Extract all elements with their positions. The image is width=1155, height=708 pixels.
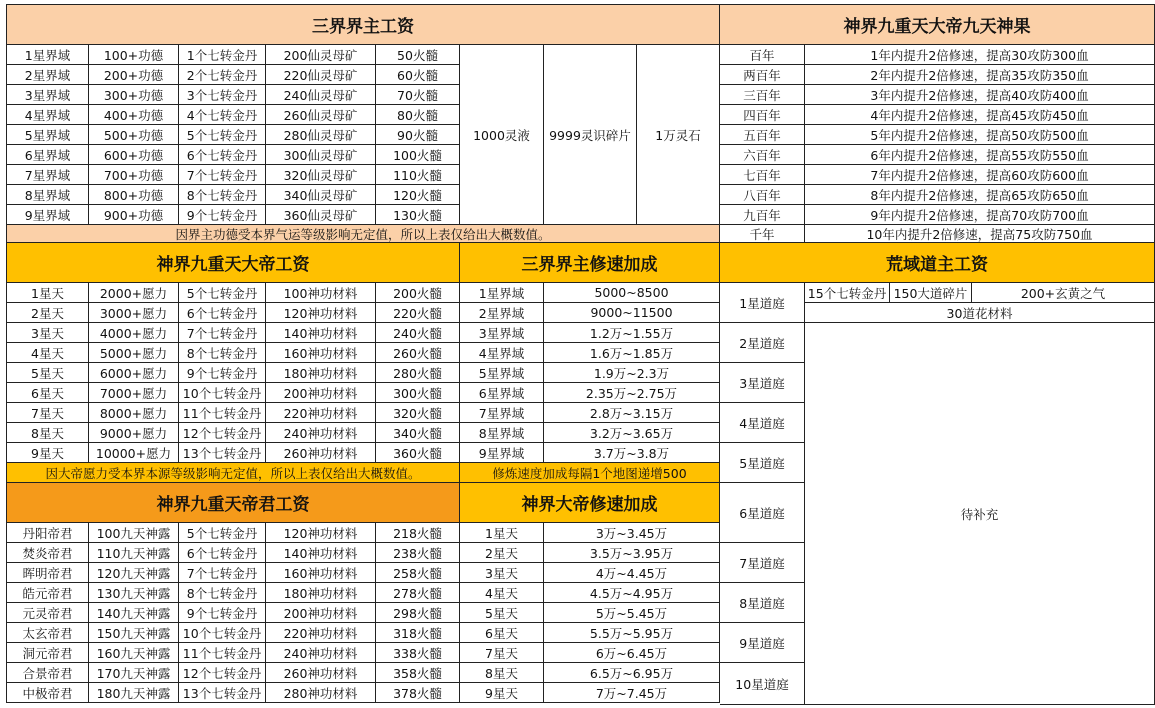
shenguo-effect: 8年内提升2倍修速，提高65攻防650血 — [805, 185, 1155, 205]
dijun-cell: 160九天神露 — [89, 643, 179, 663]
sanjie-reward-suipian: 9999灵识碎片 — [544, 45, 637, 225]
dadi-title: 神界九重天大帝工资 — [6, 243, 460, 283]
dadi-speed-level: 8星天 — [460, 663, 544, 683]
dadi-cell: 3000+愿力 — [89, 303, 179, 323]
dadi-cell: 4星天 — [6, 343, 89, 363]
dijun-cell: 140九天神露 — [89, 603, 179, 623]
sanjie-cell: 700+功德 — [89, 165, 179, 185]
dijun-cell: 140神功材料 — [266, 543, 376, 563]
huangyu-level: 9星道庭 — [720, 623, 805, 663]
huangyu-suipian: 150大道碎片 — [890, 283, 972, 303]
dijun-cell: 170九天神露 — [89, 663, 179, 683]
jiezhu-speed-level: 1星界域 — [460, 283, 544, 303]
dijun-cell: 洞元帝君 — [6, 643, 89, 663]
sanjie-cell: 100+功德 — [89, 45, 179, 65]
shenguo-effect: 2年内提升2倍修速，提高35攻防350血 — [805, 65, 1155, 85]
dadi-speed-value: 3万~3.45万 — [544, 523, 720, 543]
huangyu-pending: 待补充 — [805, 323, 1155, 705]
dadi-cell: 1星天 — [6, 283, 89, 303]
sanjie-cell: 8个七转金丹 — [179, 185, 266, 205]
dijun-cell: 6个七转金丹 — [179, 543, 266, 563]
dadi-cell: 200神功材料 — [266, 383, 376, 403]
huangyu-level: 1星道庭 — [720, 283, 805, 323]
jiezhu-speed-value: 3.2万~3.65万 — [544, 423, 720, 443]
dijun-cell: 13个七转金丹 — [179, 683, 266, 703]
dijun-cell: 260神功材料 — [266, 663, 376, 683]
sanjie-cell: 340仙灵母矿 — [266, 185, 376, 205]
dadi-cell: 7个七转金丹 — [179, 323, 266, 343]
sanjie-note: 因界主功德受本界气运等级影响无定值，所以上表仅给出大概数值。 — [6, 225, 720, 243]
sanjie-cell: 5个七转金丹 — [179, 125, 266, 145]
jiezhu-speed-value: 1.6万~1.85万 — [544, 343, 720, 363]
dadi-cell: 100神功材料 — [266, 283, 376, 303]
jiezhu-speed-level: 2星界域 — [460, 303, 544, 323]
huangyu-title: 荒域道主工资 — [720, 243, 1155, 283]
dadi-cell: 11个七转金丹 — [179, 403, 266, 423]
jiezhu-speed-value: 1.2万~1.55万 — [544, 323, 720, 343]
dadi-cell: 6个七转金丹 — [179, 303, 266, 323]
jiezhu-speed-value: 2.35万~2.75万 — [544, 383, 720, 403]
dijun-cell: 160神功材料 — [266, 563, 376, 583]
dadi-cell: 160神功材料 — [266, 343, 376, 363]
jiezhu-speed-value: 5000~8500 — [544, 283, 720, 303]
dadi-cell: 260神功材料 — [266, 443, 376, 463]
dijun-cell: 318火髓 — [376, 623, 460, 643]
sanjie-cell: 6个七转金丹 — [179, 145, 266, 165]
dijun-cell: 338火髓 — [376, 643, 460, 663]
dadi-cell: 200火髓 — [376, 283, 460, 303]
dijun-cell: 太玄帝君 — [6, 623, 89, 643]
dadi-cell: 10000+愿力 — [89, 443, 179, 463]
sanjie-title: 三界界主工资 — [6, 4, 720, 45]
sanjie-cell: 2星界域 — [6, 65, 89, 85]
sanjie-cell: 70火髓 — [376, 85, 460, 105]
shenguo-effect: 10年内提升2倍修速，提高75攻防750血 — [805, 225, 1155, 243]
dadi-speed-value: 4万~4.45万 — [544, 563, 720, 583]
shenguo-age: 六百年 — [720, 145, 805, 165]
dadi-speed-value: 4.5万~4.95万 — [544, 583, 720, 603]
dadi-cell: 8个七转金丹 — [179, 343, 266, 363]
huangyu-level: 6星道庭 — [720, 483, 805, 543]
shenguo-age: 五百年 — [720, 125, 805, 145]
jiezhu-speed-level: 5星界域 — [460, 363, 544, 383]
sanjie-cell: 9星界域 — [6, 205, 89, 225]
shenguo-effect: 5年内提升2倍修速，提高50攻防500血 — [805, 125, 1155, 145]
dadi-cell: 320火髓 — [376, 403, 460, 423]
sanjie-cell: 240仙灵母矿 — [266, 85, 376, 105]
sanjie-cell: 2个七转金丹 — [179, 65, 266, 85]
dadi-speed-level: 1星天 — [460, 523, 544, 543]
sanjie-cell: 4个七转金丹 — [179, 105, 266, 125]
sanjie-cell: 110火髓 — [376, 165, 460, 185]
jiezhu-speed-value: 2.8万~3.15万 — [544, 403, 720, 423]
huangyu-daohua: 30道花材料 — [805, 303, 1155, 323]
sanjie-cell: 9个七转金丹 — [179, 205, 266, 225]
dadi-cell: 13个七转金丹 — [179, 443, 266, 463]
dijun-cell: 晖明帝君 — [6, 563, 89, 583]
dijun-cell: 240神功材料 — [266, 643, 376, 663]
sanjie-cell: 80火髓 — [376, 105, 460, 125]
dadi-speed-value: 3.5万~3.95万 — [544, 543, 720, 563]
dijun-cell: 358火髓 — [376, 663, 460, 683]
dijun-cell: 丹阳帝君 — [6, 523, 89, 543]
dadi-cell: 2000+愿力 — [89, 283, 179, 303]
sanjie-cell: 500+功德 — [89, 125, 179, 145]
dadi-cell: 6星天 — [6, 383, 89, 403]
dadi-cell: 9星天 — [6, 443, 89, 463]
dijun-cell: 7个七转金丹 — [179, 563, 266, 583]
jiezhu-speed-value: 9000~11500 — [544, 303, 720, 323]
sanjie-cell: 280仙灵母矿 — [266, 125, 376, 145]
dadi-cell: 280火髓 — [376, 363, 460, 383]
dadi-cell: 5000+愿力 — [89, 343, 179, 363]
dadi-cell: 340火髓 — [376, 423, 460, 443]
jiezhu-speed-level: 6星界域 — [460, 383, 544, 403]
dadi-speed-value: 5万~5.45万 — [544, 603, 720, 623]
dijun-cell: 180九天神露 — [89, 683, 179, 703]
shenguo-effect: 4年内提升2倍修速，提高45攻防450血 — [805, 105, 1155, 125]
dijun-cell: 合景帝君 — [6, 663, 89, 683]
dijun-cell: 8个七转金丹 — [179, 583, 266, 603]
dijun-cell: 皓元帝君 — [6, 583, 89, 603]
sanjie-cell: 50火髓 — [376, 45, 460, 65]
dijun-cell: 150九天神露 — [89, 623, 179, 643]
dadi-cell: 10个七转金丹 — [179, 383, 266, 403]
sanjie-reward-lingye: 1000灵液 — [460, 45, 544, 225]
dadi-cell: 300火髓 — [376, 383, 460, 403]
dadi-cell: 140神功材料 — [266, 323, 376, 343]
dadi-cell: 9000+愿力 — [89, 423, 179, 443]
dijun-cell: 298火髓 — [376, 603, 460, 623]
dijun-cell: 11个七转金丹 — [179, 643, 266, 663]
dadi-speed-value: 6.5万~6.95万 — [544, 663, 720, 683]
dadi-cell: 12个七转金丹 — [179, 423, 266, 443]
dadi-speed-level: 2星天 — [460, 543, 544, 563]
dadi-cell: 6000+愿力 — [89, 363, 179, 383]
sanjie-cell: 400+功德 — [89, 105, 179, 125]
dadi-speed-level: 5星天 — [460, 603, 544, 623]
dijun-cell: 110九天神露 — [89, 543, 179, 563]
dadi-speed-level: 9星天 — [460, 683, 544, 703]
dadi-cell: 360火髓 — [376, 443, 460, 463]
sanjie-cell: 200仙灵母矿 — [266, 45, 376, 65]
dijun-cell: 258火髓 — [376, 563, 460, 583]
dijun-cell: 100九天神露 — [89, 523, 179, 543]
dijun-cell: 238火髓 — [376, 543, 460, 563]
dadi-speed-value: 6万~6.45万 — [544, 643, 720, 663]
dijun-cell: 218火髓 — [376, 523, 460, 543]
sanjie-cell: 8星界域 — [6, 185, 89, 205]
huangyu-level: 2星道庭 — [720, 323, 805, 363]
shenguo-age: 三百年 — [720, 85, 805, 105]
shenguo-age: 千年 — [720, 225, 805, 243]
sanjie-cell: 320仙灵母矿 — [266, 165, 376, 185]
dadi-cell: 7星天 — [6, 403, 89, 423]
sanjie-cell: 360仙灵母矿 — [266, 205, 376, 225]
sanjie-cell: 800+功德 — [89, 185, 179, 205]
huangyu-level: 10星道庭 — [720, 663, 805, 705]
dijun-cell: 120神功材料 — [266, 523, 376, 543]
dijun-cell: 278火髓 — [376, 583, 460, 603]
jiezhu-speed-level: 4星界域 — [460, 343, 544, 363]
dijun-cell: 280神功材料 — [266, 683, 376, 703]
sanjie-cell: 7个七转金丹 — [179, 165, 266, 185]
dijun-cell: 9个七转金丹 — [179, 603, 266, 623]
jiezhu-speed-level: 8星界域 — [460, 423, 544, 443]
shenguo-age: 两百年 — [720, 65, 805, 85]
shenguo-effect: 3年内提升2倍修速，提高40攻防400血 — [805, 85, 1155, 105]
dijun-cell: 10个七转金丹 — [179, 623, 266, 643]
dijun-cell: 12个七转金丹 — [179, 663, 266, 683]
dadi-note: 因大帝愿力受本界本源等级影响无定值，所以上表仅给出大概数值。 — [6, 463, 460, 483]
shenguo-age: 九百年 — [720, 205, 805, 225]
sanjie-cell: 4星界域 — [6, 105, 89, 125]
dadi-cell: 260火髓 — [376, 343, 460, 363]
sanjie-cell: 100火髓 — [376, 145, 460, 165]
dadi-speed-value: 7万~7.45万 — [544, 683, 720, 703]
dijun-cell: 220神功材料 — [266, 623, 376, 643]
dadi-cell: 9个七转金丹 — [179, 363, 266, 383]
dadi-cell: 220神功材料 — [266, 403, 376, 423]
dadi-speed-level: 4星天 — [460, 583, 544, 603]
sanjie-reward-lingshi: 1万灵石 — [637, 45, 720, 225]
shenguo-age: 百年 — [720, 45, 805, 65]
dadi-cell: 3星天 — [6, 323, 89, 343]
dijun-cell: 180神功材料 — [266, 583, 376, 603]
shenguo-effect: 6年内提升2倍修速，提高55攻防550血 — [805, 145, 1155, 165]
sanjie-cell: 600+功德 — [89, 145, 179, 165]
sanjie-cell: 220仙灵母矿 — [266, 65, 376, 85]
sanjie-cell: 6星界域 — [6, 145, 89, 165]
sanjie-cell: 200+功德 — [89, 65, 179, 85]
dadi-cell: 240神功材料 — [266, 423, 376, 443]
sanjie-cell: 1星界域 — [6, 45, 89, 65]
dadi-cell: 5个七转金丹 — [179, 283, 266, 303]
sanjie-cell: 300+功德 — [89, 85, 179, 105]
dadi-cell: 8星天 — [6, 423, 89, 443]
dijun-cell: 120九天神露 — [89, 563, 179, 583]
sanjie-cell: 5星界域 — [6, 125, 89, 145]
dadi-cell: 2星天 — [6, 303, 89, 323]
dadi-cell: 120神功材料 — [266, 303, 376, 323]
sanjie-cell: 3星界域 — [6, 85, 89, 105]
jiezhu-speed-note: 修炼速度加成每隔1个地图递增500 — [460, 463, 720, 483]
shenguo-effect: 9年内提升2倍修速，提高70攻防700血 — [805, 205, 1155, 225]
sanjie-cell: 260仙灵母矿 — [266, 105, 376, 125]
dadi-cell: 180神功材料 — [266, 363, 376, 383]
dadi-speed-level: 6星天 — [460, 623, 544, 643]
dadi-cell: 220火髓 — [376, 303, 460, 323]
huangyu-jindan: 15个七转金丹 — [805, 283, 890, 303]
jiezhu-speed-level: 3星界域 — [460, 323, 544, 343]
dijun-cell: 中极帝君 — [6, 683, 89, 703]
huangyu-xuanhuang: 200+玄黄之气 — [972, 283, 1155, 303]
dadi-cell: 8000+愿力 — [89, 403, 179, 423]
huangyu-level: 3星道庭 — [720, 363, 805, 403]
sanjie-cell: 3个七转金丹 — [179, 85, 266, 105]
dadi-cell: 240火髓 — [376, 323, 460, 343]
dijun-cell: 378火髓 — [376, 683, 460, 703]
huangyu-level: 7星道庭 — [720, 543, 805, 583]
sanjie-cell: 1个七转金丹 — [179, 45, 266, 65]
shenguo-title: 神界九重天大帝九天神果 — [720, 4, 1155, 45]
jiezhu-speed-level: 9星界域 — [460, 443, 544, 463]
jiezhu-speed-level: 7星界域 — [460, 403, 544, 423]
dijun-cell: 元灵帝君 — [6, 603, 89, 623]
shenguo-age: 七百年 — [720, 165, 805, 185]
huangyu-level: 5星道庭 — [720, 443, 805, 483]
dadi-cell: 5星天 — [6, 363, 89, 383]
dijun-cell: 5个七转金丹 — [179, 523, 266, 543]
sanjie-cell: 120火髓 — [376, 185, 460, 205]
shenguo-effect: 7年内提升2倍修速，提高60攻防600血 — [805, 165, 1155, 185]
sanjie-cell: 60火髓 — [376, 65, 460, 85]
sanjie-cell: 900+功德 — [89, 205, 179, 225]
shenguo-age: 四百年 — [720, 105, 805, 125]
jiezhu-speed-value: 3.7万~3.8万 — [544, 443, 720, 463]
dadi-speed-title: 神界大帝修速加成 — [460, 483, 720, 523]
dadi-speed-value: 5.5万~5.95万 — [544, 623, 720, 643]
shenguo-age: 八百年 — [720, 185, 805, 205]
sanjie-cell: 90火髓 — [376, 125, 460, 145]
dijun-cell: 130九天神露 — [89, 583, 179, 603]
jiezhu-speed-title: 三界界主修速加成 — [460, 243, 720, 283]
dijun-cell: 焚炎帝君 — [6, 543, 89, 563]
huangyu-level: 8星道庭 — [720, 583, 805, 623]
dadi-speed-level: 7星天 — [460, 643, 544, 663]
dadi-cell: 7000+愿力 — [89, 383, 179, 403]
jiezhu-speed-value: 1.9万~2.3万 — [544, 363, 720, 383]
dadi-cell: 4000+愿力 — [89, 323, 179, 343]
sanjie-cell: 130火髓 — [376, 205, 460, 225]
dijun-cell: 200神功材料 — [266, 603, 376, 623]
shenguo-effect: 1年内提升2倍修速，提高30攻防300血 — [805, 45, 1155, 65]
dadi-speed-level: 3星天 — [460, 563, 544, 583]
dijun-title: 神界九重天帝君工资 — [6, 483, 460, 523]
sanjie-cell: 300仙灵母矿 — [266, 145, 376, 165]
sanjie-cell: 7星界域 — [6, 165, 89, 185]
huangyu-level: 4星道庭 — [720, 403, 805, 443]
